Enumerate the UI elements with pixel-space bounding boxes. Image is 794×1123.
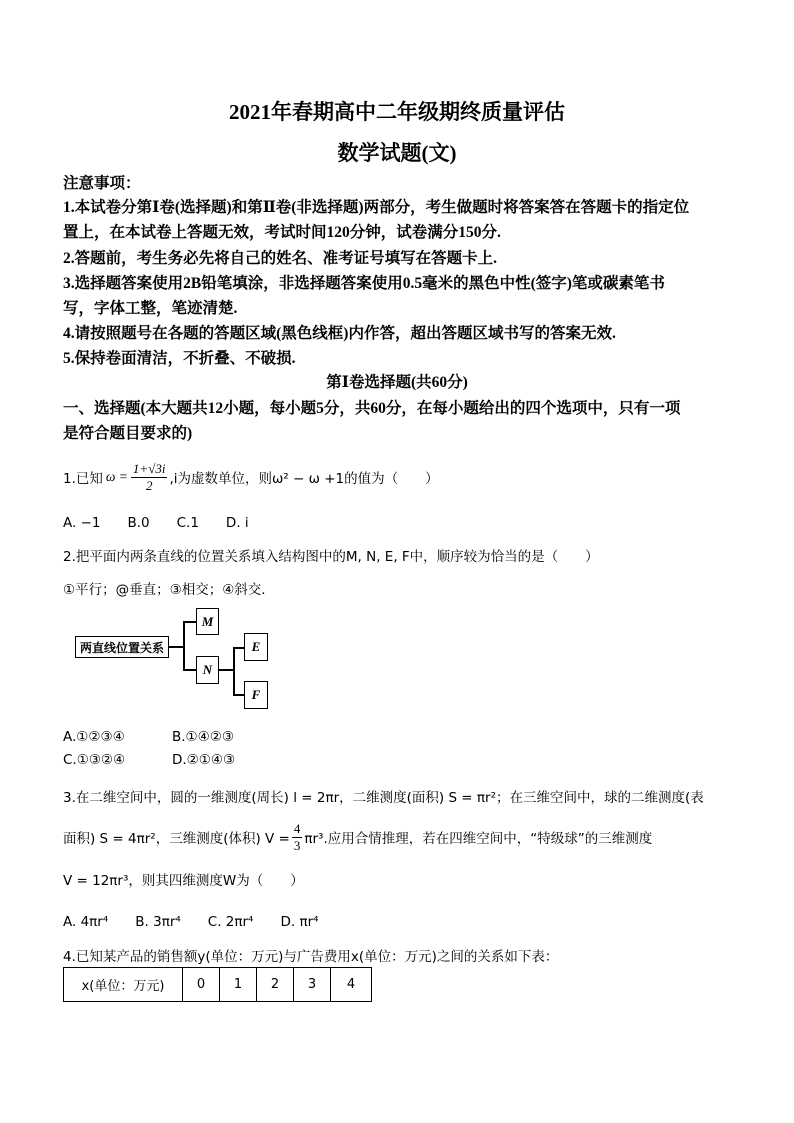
q3-fraction-denominator: 3 — [293, 837, 301, 853]
q1-fraction — [131, 461, 168, 494]
question-2-option-a: A.①②③④ — [63, 729, 125, 745]
section-intro-b: 是符合题目要求的) — [63, 425, 193, 442]
diagram-connector-n-out — [218, 669, 234, 671]
diagram-box-m: M — [196, 608, 219, 635]
q3-fraction — [292, 821, 303, 854]
question-3-options: A. 4πr⁴ B. 3πr⁴ C. 2πr⁴ D. πr⁴ — [63, 914, 319, 930]
notice-heading: 注意事项： — [63, 175, 141, 192]
diagram-connector-to-m — [183, 621, 197, 623]
table-cell: 0 — [183, 968, 220, 1002]
q1-suffix: ,i为虚数单位，则ω² − ω +1的值为（ ） — [169, 471, 439, 487]
question-2-option-d: D.②①④③ — [172, 752, 236, 768]
table-cell: 3 — [294, 968, 331, 1002]
notice-line-1b: 置上，在本试卷上答题无效，考试时间120分钟，试卷满分150分. — [63, 224, 501, 241]
question-2-items: ①平行；@垂直；③相交；④斜交. — [63, 582, 266, 598]
table-cell: 1 — [220, 968, 257, 1002]
notice-line-1a: 1.本试卷分第Ⅰ卷(选择题)和第Ⅱ卷(非选择题)两部分，考生做题时将答案答在答题卡的指定位 — [63, 199, 690, 216]
diagram-connector-root — [168, 646, 184, 648]
table-row — [64, 968, 372, 1002]
q1-fraction-denominator: 2 — [145, 477, 153, 493]
diagram-box-e: E — [244, 633, 268, 661]
question-4-stem: 4.已知某产品的销售额y(单位：万元)与广告费用x(单位：万元)之间的关系如下表： — [63, 949, 559, 965]
question-3-line-1: 3.在二维空间中，圆的一维测度(周长) l = 2πr，二维测度(面积) S = πr²；在三维空间中，球的二维测度(表 — [63, 790, 704, 806]
table-header-cell: x(单位：万元) — [64, 968, 183, 1002]
question-3-line-3: V = 12πr³，则其四维测度W为（ ） — [63, 873, 304, 889]
q1-prefix: 1.已知 — [63, 471, 103, 487]
question-2-stem: 2.把平面内两条直线的位置关系填入结构图中的M, N, E, F中，顺序较为恰当的是（ ） — [63, 549, 599, 565]
exam-subtitle: 数学试题(文) — [337, 141, 457, 165]
diagram-box-f: F — [244, 681, 268, 709]
q4-data-table — [63, 967, 372, 1002]
diagram-root-box: 两直线位置关系 — [75, 636, 169, 658]
table-cell: 2 — [257, 968, 294, 1002]
notice-line-4: 4.请按照题号在各题的答题区域(黑色线框)内作答，超出答题区域书写的答案无效. — [63, 325, 616, 342]
q3-line-2a: 面积) S = 4πr²，三维测度(体积) V = — [63, 831, 290, 847]
question-3-line-2 — [63, 815, 652, 859]
section-title: 第Ⅰ卷选择题(共60分) — [326, 374, 468, 391]
question-2-option-c: C.①③②④ — [63, 752, 126, 768]
q1-omega-eq: ω = — [105, 469, 128, 484]
diagram-connector-vertical-1 — [183, 621, 185, 670]
q3-line-2b: πr³.应用合情推理，若在四维空间中，“特级球”的三维测度 — [304, 831, 653, 847]
question-2-option-b: B.①④②③ — [172, 729, 234, 745]
section-intro-a: 一、选择题(本大题共12小题，每小题5分，共60分，在每小题给出的四个选项中，只有一项 — [63, 400, 681, 417]
notice-line-3a: 3.选择题答案使用2B铅笔填涂，非选择题答案使用0.5毫米的黑色中性(签字)笔或碳素笔书 — [63, 275, 665, 292]
notice-line-3b: 写，字体工整，笔迹清楚. — [63, 300, 238, 317]
question-1-options: A. −1 B.0 C.1 D. i — [63, 515, 249, 531]
question-1-stem — [63, 455, 439, 499]
table-cell: 4 — [331, 968, 372, 1002]
diagram-box-n: N — [196, 656, 219, 684]
notice-line-2: 2.答题前，考生务必先将自己的姓名、准考证号填写在答题卡上. — [63, 250, 498, 267]
q1-fraction-numerator: 1+√3i — [132, 460, 166, 476]
notice-line-5: 5.保持卷面清洁，不折叠、不破损. — [63, 350, 296, 367]
q3-fraction-numerator: 4 — [293, 820, 301, 836]
diagram-connector-vertical-2 — [233, 647, 235, 695]
diagram-connector-to-n — [183, 669, 197, 671]
exam-title: 2021年春期高中二年级期终质量评估 — [229, 100, 565, 124]
